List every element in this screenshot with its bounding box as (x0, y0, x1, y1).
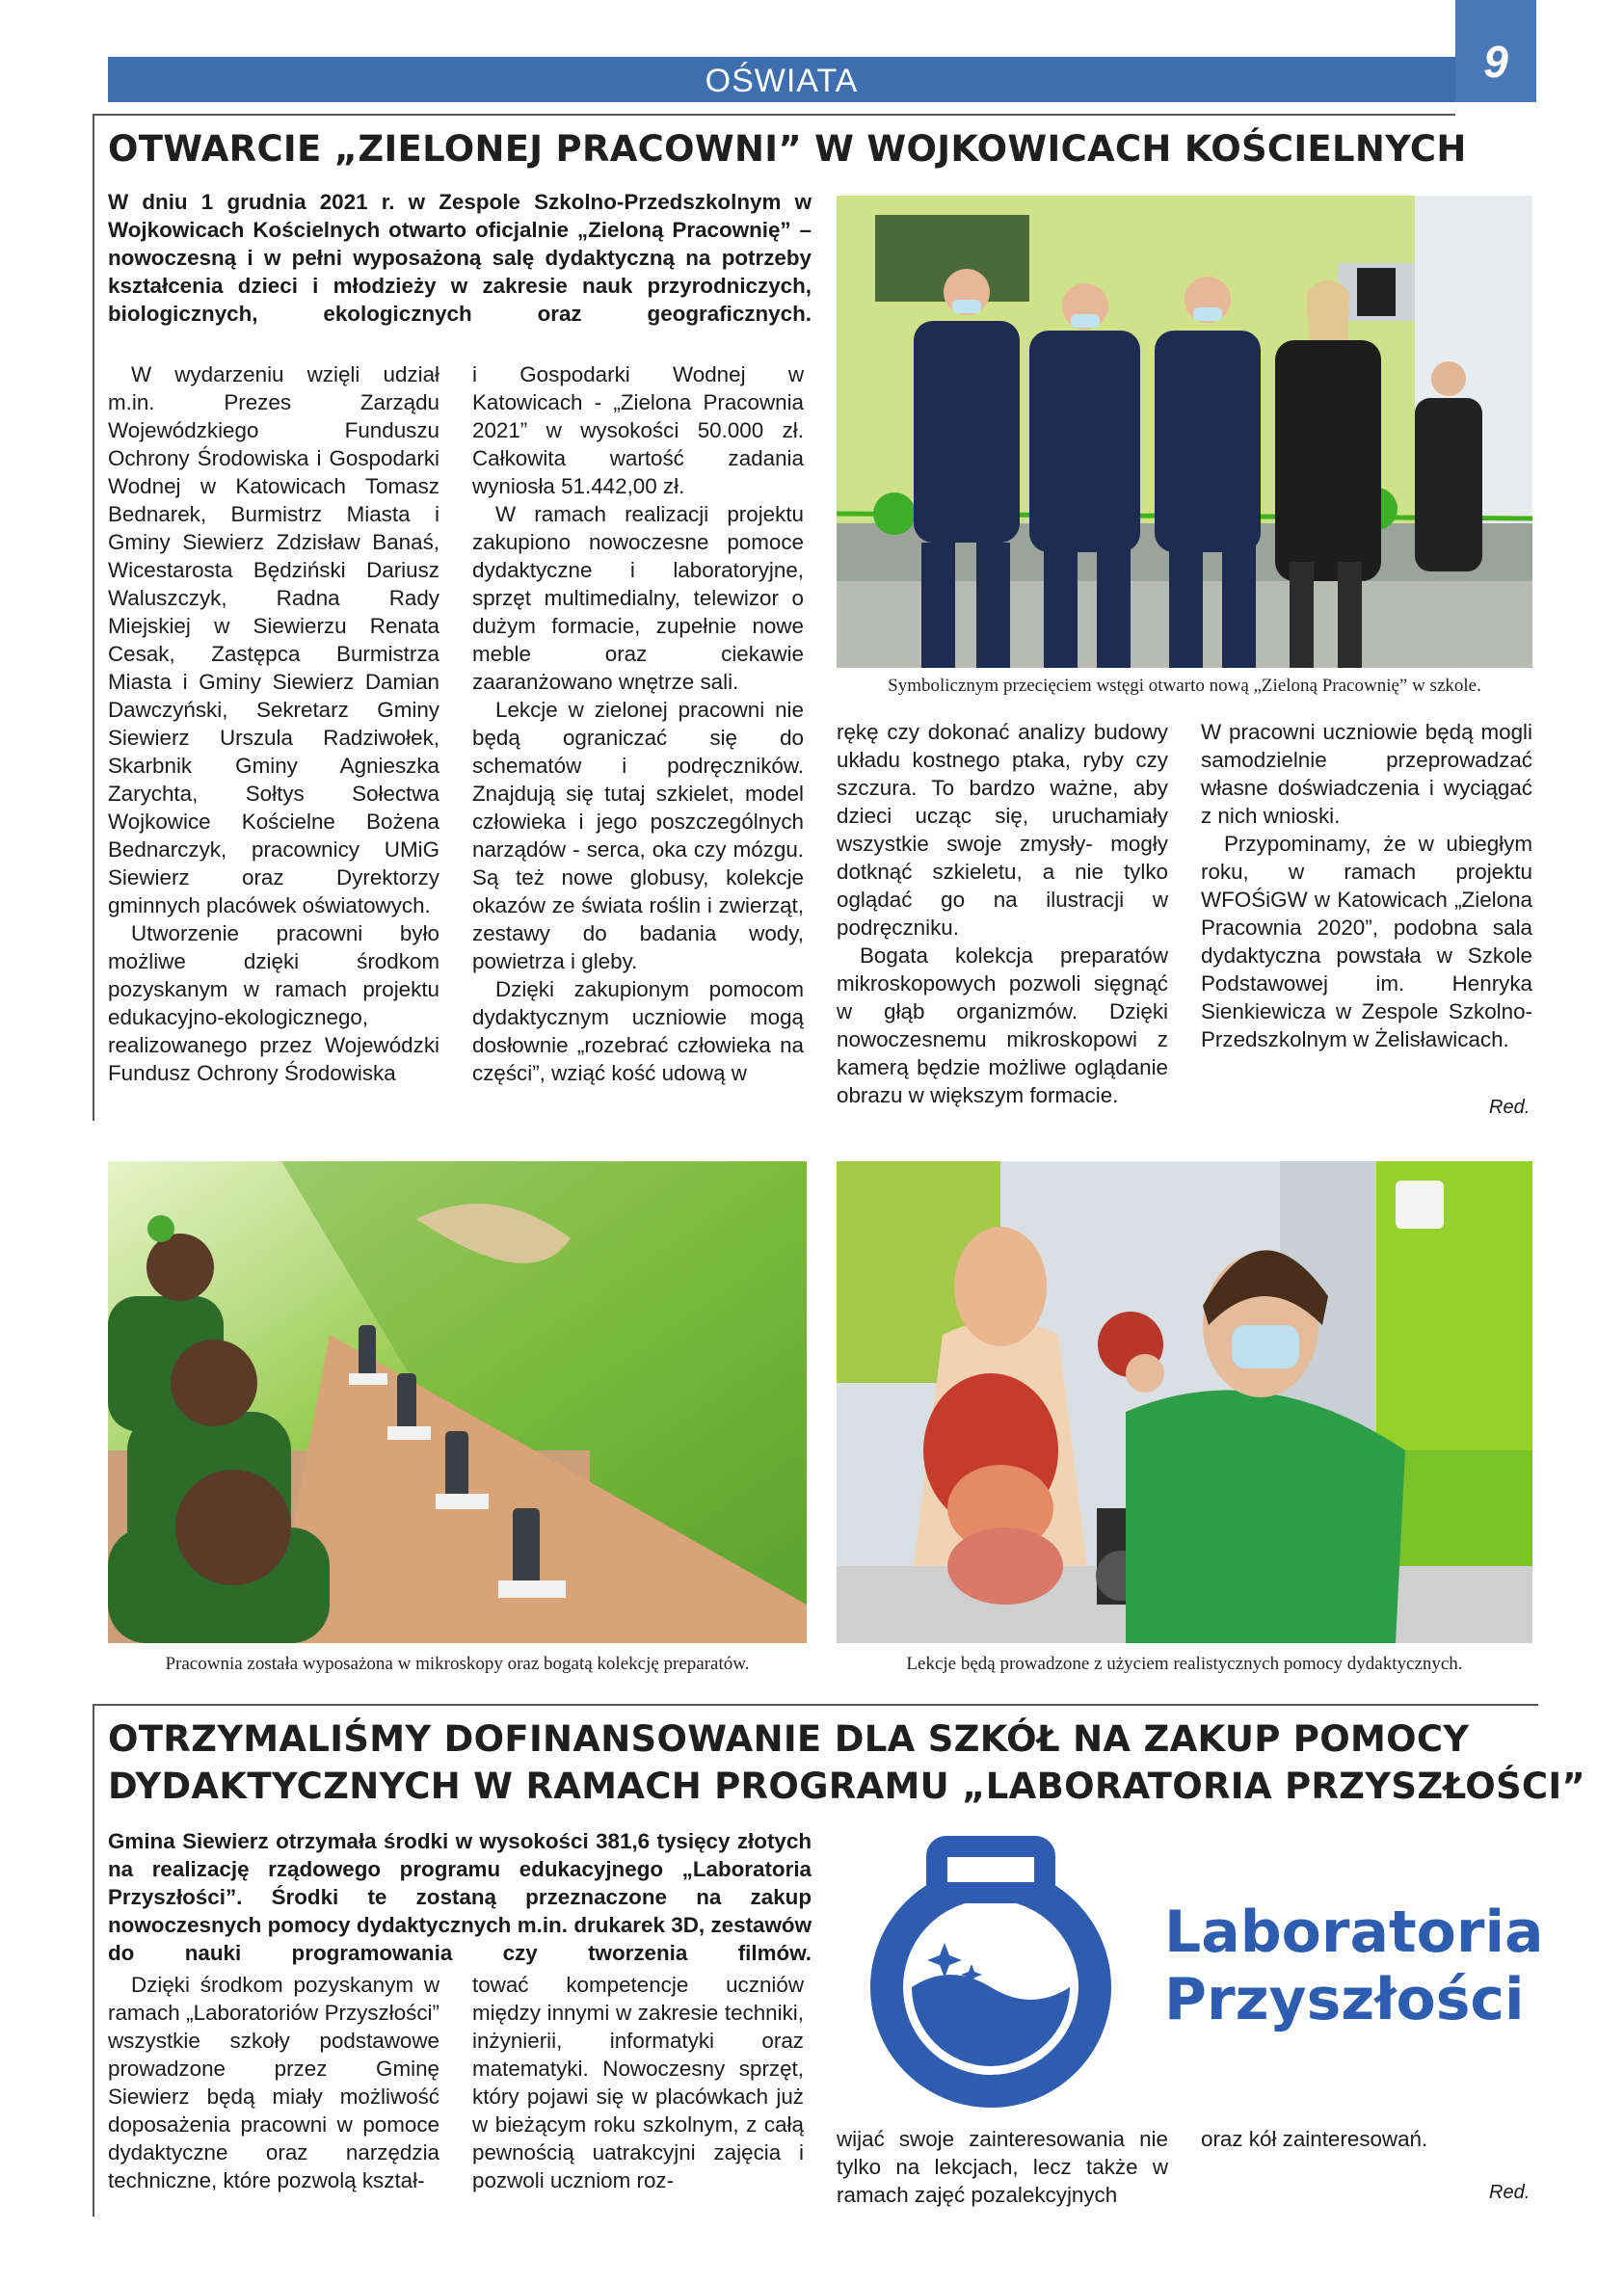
article1-column-4 (1201, 718, 1532, 1053)
paragraph: W ramach realizacji projektu zakupiono nowoczesne pomoce dydaktyczne i laboratoryjne, sprzęt multimedialny, telewizor o dużym formacie, zupełnie nowe meble oraz ciekawie zaaranżowano wnętrze sali. (472, 502, 804, 694)
article2-lead: Gmina Siewierz otrzymała środki w wysokości 381,6 tysięcy złotych na realizację rządowego programu edukacyjnego „Laboratoria Przyszłości”. Środki te zostaną przeznaczone na zakup nowoczesnych pomocy dydaktycznych m.in. drukarek 3D, zestawów do nauki programowania czy tworzenia filmów. (108, 1829, 812, 1965)
article2-column-4 (1201, 2125, 1532, 2153)
page-number: 9 (1483, 37, 1508, 87)
paragraph: W pracowni uczniowie będą mogli samodzielnie przeprowadzać własne doświadczenia i wyciągać z nich wnioski. (1201, 720, 1532, 828)
article2-left-rule (93, 1704, 94, 2217)
paragraph: Dzięki środkom pozyskanym w ramach „Laboratoriów Przyszłości” wszystkie szkoły podstawowe prowadzone przez Gminę Siewierz będą miały możliwość doposażenia pracowni w pomoce dydaktyczne oraz narzędzia techniczne, które pozwolą kształ- (108, 1973, 439, 2192)
logo-text-line1: Laboratoria (1164, 1899, 1544, 1966)
article1-column-3 (837, 718, 1168, 1109)
article1-signature: Red. (1489, 1097, 1531, 1118)
paragraph: wijać swoje zainteresowania nie tylko na lekcjach, lecz także w ramach zajęć pozalekcyjnych (837, 2127, 1168, 2207)
microscopes-photo-caption: Pracownia została wyposażona w mikroskopy oraz bogatą kolekcję preparatów. (165, 1654, 750, 1674)
article1-left-rule (93, 114, 94, 1121)
paragraph: Dzięki zakupionym pomocom dydaktycznym uczniowie mogą dosłownie „rozebrać człowieka na części”, wziąć kość udową w (472, 977, 804, 1085)
article1-column-2 (472, 360, 804, 1087)
logo-text-line2: Przyszłości (1164, 1966, 1525, 2033)
ribbon-cutting-photo (837, 196, 1532, 668)
article1-headline: OTWARCIE „ZIELONEJ PRACOWNI” W WOJKOWICACH KOŚCIELNYCH (108, 128, 1467, 170)
microscopes-photo (108, 1161, 807, 1643)
paragraph: tować kompetencje uczniów między innymi w zakresie techniki, inżynierii, informatyki oraz matematyki. Nowoczesny sprzęt, który pojawi się w placówkach już w bieżącym roku szkolnym, z całą pewnością uatrakcyjni zajęcia i pozwoli uczniom roz- (472, 1973, 804, 2192)
article2-headline-line1: OTRZYMALIŚMY DOFINANSOWANIE DLA SZKÓŁ NA ZAKUP POMOCY (108, 1718, 1470, 1760)
paragraph: Bogata kolekcja preparatów mikroskopowych pozwoli sięgnąć w głąb organizmów. Dzięki nowoczesnemu mikroskopowi z kamerą będzie możliwe oglądanie obrazu w większym formacie. (837, 943, 1168, 1107)
section-title: OŚWIATA (705, 63, 859, 99)
article2-column-2 (472, 1971, 804, 2194)
paragraph: Przypominamy, że w ubiegłym roku, w ramach projektu WFOŚiGW w Katowicach „Zielona Pracownia 2020”, podobna sala dydaktyczna powstała w Szkole Podstawowej im. Henryka Sienkiewicza w Zespole Szkolno-Przedszkolnym w Żelisławicach. (1201, 832, 1532, 1051)
paragraph: oraz kół zainteresowań. (1201, 2127, 1428, 2151)
paragraph: Lekcje w zielonej pracowni nie będą ograniczać się do schematów i podręczników. Znajdują się tutaj szkielet, model człowieka i jego poszczególnych narządów - serca, oka czy mózgu. Są też nowe globusy, kolekcje okazów ze świata roślin i zwierząt, zestawy do badania wody, powietrza i gleby. (472, 698, 804, 973)
article2-column-3 (837, 2125, 1168, 2209)
laboratoria-przyszlosci-logo (837, 1821, 1544, 2111)
article1-lead: W dniu 1 grudnia 2021 r. w Zespole Szkolno-Przedszkolnym w Wojkowicach Kościelnych otwarto oficjalnie „Zieloną Pracownię” – nowoczesną i w pełni wyposażoną salę dydaktyczną na potrzeby kształcenia dzieci i młodzieży w zakresie nauk przyrodniczych, biologicznych, ekologicznych oraz geograficznych. (108, 190, 812, 326)
anatomy-model-photo (837, 1161, 1532, 1643)
article2-column-1 (108, 1971, 439, 2194)
paragraph: i Gospodarki Wodnej w Katowicach - „Zielona Pracownia 2021” w wysokości 50.000 zł. Całkowita wartość zadania wyniosła 51.442,00 zł. (472, 362, 804, 498)
flask-icon (837, 1821, 1145, 2111)
paragraph: Utworzenie pracowni było możliwe dzięki środkom pozyskanym w ramach projektu edukacyjno-ekologicznego, realizowanego przez Wojewódzki Fundusz Ochrony Środowiska (108, 921, 439, 1085)
anatomy-model-photo-caption: Lekcje będą prowadzone z użyciem realistycznych pomocy dydaktycznych. (906, 1654, 1463, 1674)
ribbon-cutting-photo-caption: Symbolicznym przecięciem wstęgi otwarto nową „Zieloną Pracownię” w szkole. (888, 676, 1481, 696)
paragraph: rękę czy dokonać analizy budowy układu kostnego ptaka, ryby czy szczura. To bardzo ważne, aby dzieci ucząc się, uruchamiały wszystkie swoje zmysły- mogły dotknąć szkieletu, a nie tylko oglądać go na ilustracji w podręczniku. (837, 720, 1168, 940)
article1-column-1 (108, 360, 439, 1087)
paragraph: W wydarzeniu wzięli udział m.in. Prezes Zarządu Wojewódzkiego Funduszu Ochrony Środowiska i Gospodarki Wodnej w Katowicach Tomasz Bednarek, Burmistrz Miasta i Gminy Siewierz Zdzisław Banaś, Wicestarosta Będziński Dariusz Waluszczyk, Radna Rady Miejskiej w Siewierzu Renata Cesak, Zastępca Burmistrza Miasta i Gminy Siewierz Damian Dawczyński, Sekretarz Gminy Siewierz Urszula Radziwołek, Skarbnik Gminy Agnieszka Zarychta, Sołtys Sołectwa Wojkowice Kościelne Bożena Bednarczyk, pracownicy UMiG Siewierz oraz Dyrektorzy gminnych placówek oświatowych. (108, 362, 439, 917)
article1-top-rule (93, 114, 1455, 116)
article2-headline-line2: DYDAKTYCZNYCH W RAMACH PROGRAMU „LABORATORIA PRZYSZŁOŚCI” (108, 1766, 1586, 1807)
article2-top-rule (93, 1704, 1538, 1706)
article2-signature: Red. (1489, 2182, 1531, 2203)
